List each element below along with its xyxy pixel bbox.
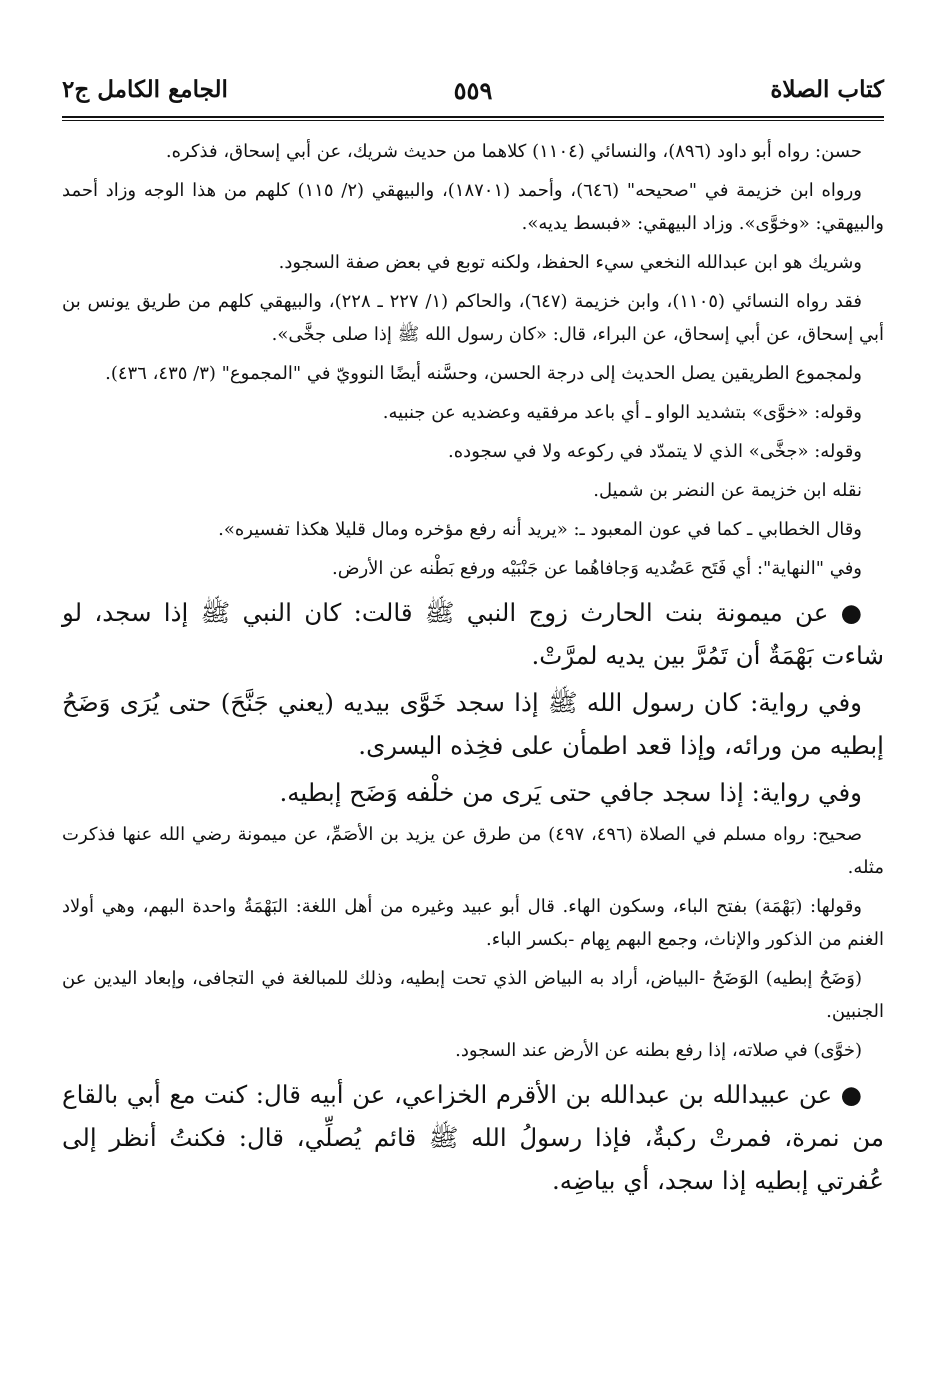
- paragraph: (خوَّى) في صلاته، إذا رفع بطنه عن الأرض عند السجود.: [455, 1040, 862, 1061]
- book-page: [62, 70, 884, 1206]
- page-body: [62, 135, 884, 1202]
- page-header: [62, 70, 884, 112]
- paragraph: وقوله: «خوَّى» بتشديد الواو ـ أي باعد مرفقيه وعضديه عن جنبيه.: [382, 402, 862, 423]
- paragraph: وقال الخطابي ـ كما في عون المعبود ـ: «يريد أنه رفع مؤخره ومال قليلا هكذا تفسيره».: [218, 519, 862, 540]
- chapter-title: كتاب الصلاة: [770, 76, 884, 103]
- paragraph: وشريك هو ابن عبدالله النخعي سيء الحفظ، ولكنه توبع في بعض صفة السجود.: [278, 252, 862, 273]
- paragraph: وقوله: «جخَّى» الذي لا يتمدّد في ركوعه ولا في سجوده.: [448, 441, 862, 462]
- book-title: الجامع الكامل ج٢: [62, 76, 228, 103]
- header-rule: [62, 116, 884, 118]
- paragraph: وقولها: (بَهْمَة) بفتح الباء، وسكون الهاء. قال أبو عبيد وغيره من أهل اللغة: البَهْمَةُ واحدة البهم، وهي أولاد الغنم من الذكور والإناث، وجمع البهم بِهام -بكسر الباء.: [62, 896, 884, 950]
- paragraph: حسن: رواه أبو داود (٨٩٦)، والنسائي (١١٠٤) كلاهما من حديث شريك، عن أبي إسحاق، فذكره.: [165, 141, 862, 162]
- paragraph: وفي "النهاية": أي فَتَح عَضُديه وَجافاهُما عن جَنْبَيْه ورفع بَطْنه عن الأرض.: [331, 558, 862, 579]
- paragraph: فقد رواه النسائي (١١٠٥)، وابن خزيمة (٦٤٧)، والحاكم (١/ ٢٢٧ ـ ٢٢٨)، والبيهقي كلهم من طريق يونس بن أبي إسحاق، عن أبي إسحاق، عن البراء، قال: «كان رسول الله ﷺ إذا صلى جخَّى».: [62, 291, 884, 345]
- paragraph: نقله ابن خزيمة عن النضر بن شميل.: [593, 480, 862, 501]
- hadith-text: ● عن عبيدالله بن عبدالله بن الأقرم الخزاعي، عن أبيه قال: كنت مع أبي بالقاع من نمرة، فمرتْ ركبةٌ، فإذا رسولُ الله ﷺ قائم يُصلِّي، قال: فكنتُ أنظر إلى عُفرتي إبطيه إذا سجد، أي بياضِه.: [62, 1080, 884, 1195]
- hadith-text: وفي رواية: كان رسول الله ﷺ إذا سجد خَوَّى بيديه (يعني جَنَّحَ) حتى يُرَى وَضَحُ إبطيه من ورائه، وإذا قعد اطمأن على فخِذه اليسرى.: [62, 688, 884, 760]
- paragraph: صحيح: رواه مسلم في الصلاة (٤٩٦، ٤٩٧) من طرق عن يزيد بن الأصَمِّ، عن ميمونة رضي الله عنها فذكرت مثله.: [62, 824, 884, 878]
- hadith-text: وفي رواية: إذا سجد جافي حتى يَرى من خلْفه وَضَح إبطيه.: [279, 778, 862, 807]
- paragraph: (وَضَحُ إبطيه) الوَضَحُ -البياض، أراد به البياض الذي تحت إبطيه، وذلك للمبالغة في التجافى، وإبعاد اليدين عن الجنبين.: [62, 968, 884, 1022]
- hadith-text: ● عن ميمونة بنت الحارث زوج النبي ﷺ قالت: كان النبي ﷺ إذا سجد، لو شاءت بَهْمَةٌ أن تَمُرَّ بين يديه لمرَّتْ.: [62, 598, 884, 670]
- page-number: ٥٥٩: [453, 76, 493, 105]
- paragraph: ورواه ابن خزيمة في "صحيحه" (٦٤٦)، وأحمد (١٨٧٠١)، والبيهقي (٢/ ١١٥) كلهم من هذا الوجه وزاد أحمد والبيهقي: «وخوَّى». وزاد البيهقي: «فبسط يديه».: [62, 180, 884, 234]
- header-rule-thin: [62, 120, 884, 121]
- paragraph: ولمجموع الطريقين يصل الحديث إلى درجة الحسن، وحسَّنه أيضًا النوويّ في "المجموع" (٣/ ٤٣٥، ٤٣٦).: [105, 363, 862, 384]
